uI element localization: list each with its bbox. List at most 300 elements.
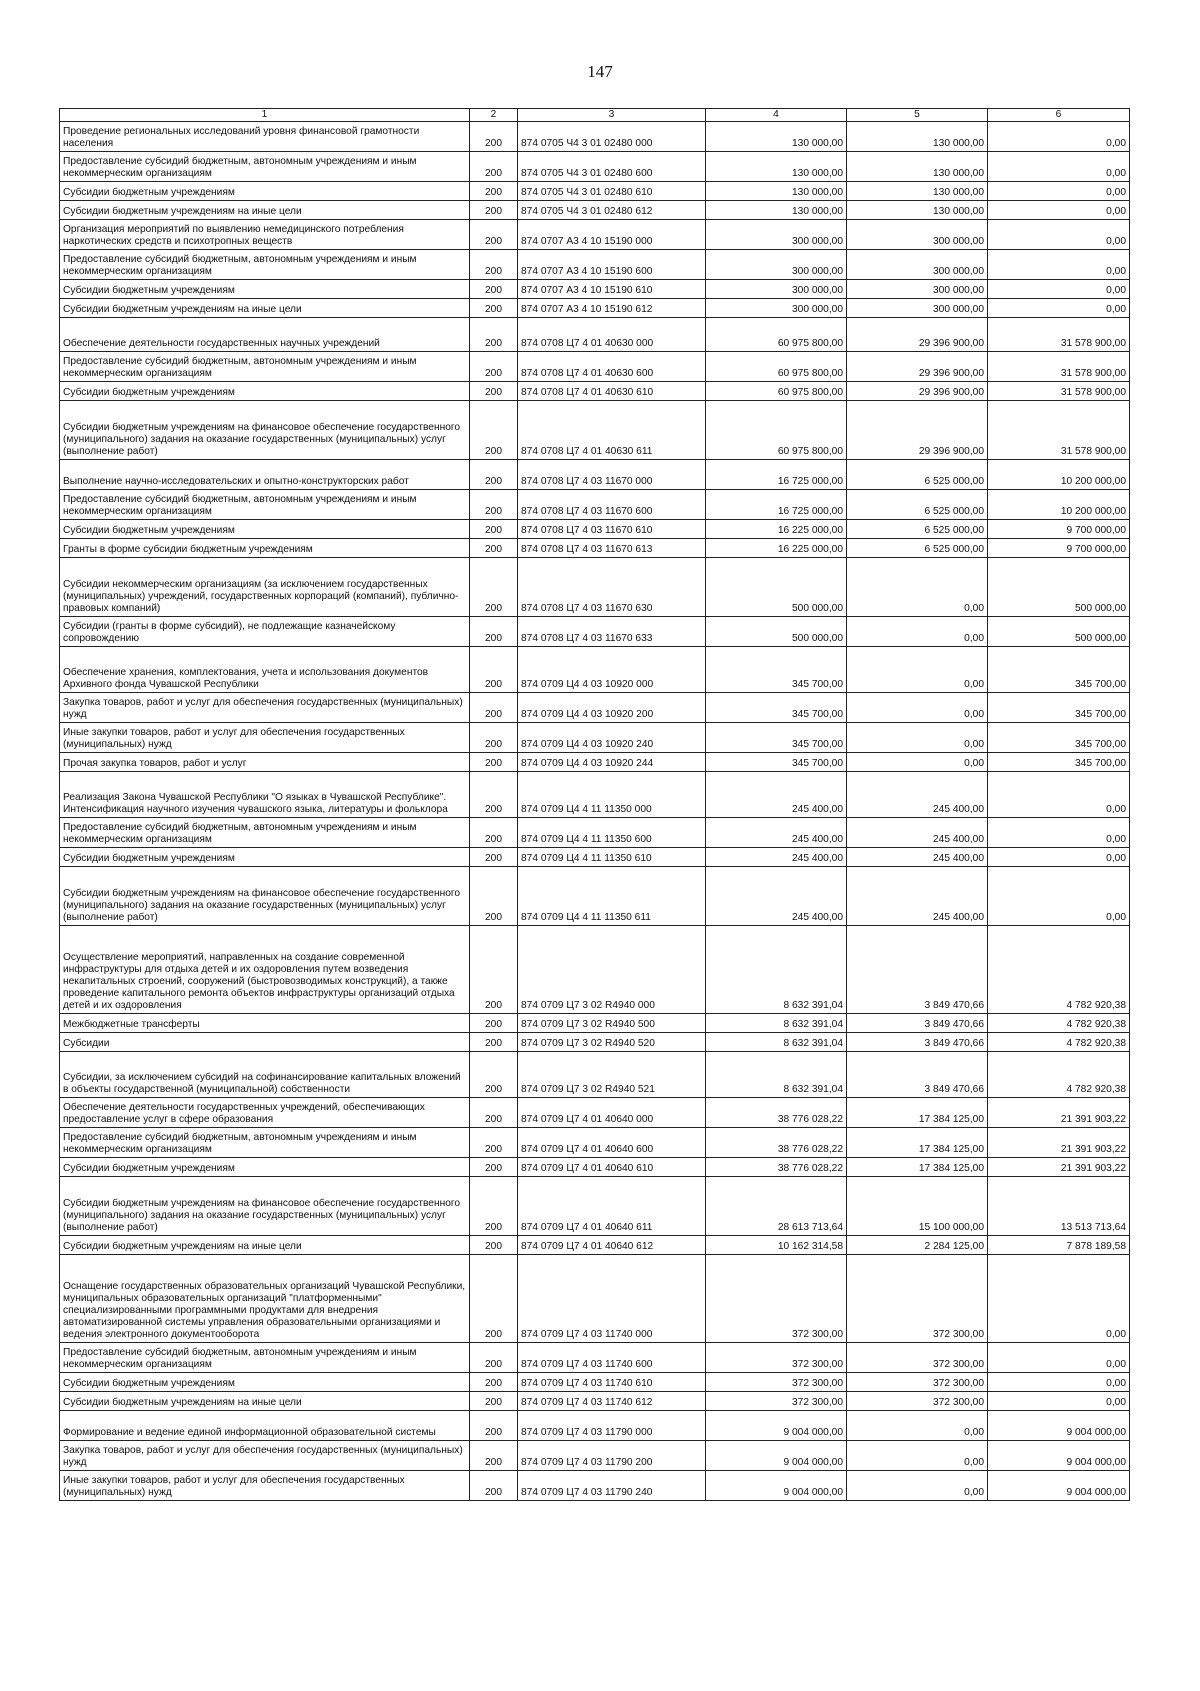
row-name: Осуществление мероприятий, направленных на создание современной инфраструктуры для отдыха детей и их оздоровления путем возведения некапитальных строений, сооружений (быстровозводимых конструкций), а также проведение капитального ремонта объектов инфраструктуры организаций отдыха детей и их оздоровления — [60, 926, 470, 1014]
row-name: Прочая закупка товаров, работ и услуг — [60, 753, 470, 772]
row-amount-col6: 31 578 900,00 — [988, 352, 1130, 382]
row-amount-total: 28 613 713,64 — [706, 1177, 847, 1236]
table-row — [60, 1343, 1130, 1373]
row-code: 200 — [470, 122, 518, 152]
row-amount-col6: 0,00 — [988, 867, 1130, 926]
row-name: Закупка товаров, работ и услуг для обеспечения государственных (муниципальных) нужд — [60, 1441, 470, 1471]
row-amount-col5: 0,00 — [847, 647, 988, 693]
row-amount-col6: 0,00 — [988, 772, 1130, 818]
row-name: Субсидии бюджетным учреждениям — [60, 1373, 470, 1392]
row-amount-col6: 4 782 920,38 — [988, 1014, 1130, 1033]
budget-table — [59, 108, 1130, 1501]
row-amount-col5: 300 000,00 — [847, 250, 988, 280]
row-amount-col6: 0,00 — [988, 122, 1130, 152]
row-name: Субсидии бюджетным учреждениям на иные цели — [60, 1236, 470, 1255]
row-amount-col5: 3 849 470,66 — [847, 926, 988, 1014]
row-amount-col5: 17 384 125,00 — [847, 1158, 988, 1177]
row-amount-col6: 10 200 000,00 — [988, 460, 1130, 490]
row-amount-total: 9 004 000,00 — [706, 1471, 847, 1501]
row-name: Предоставление субсидий бюджетным, автономным учреждениям и иным некоммерческим организациям — [60, 818, 470, 848]
table-row — [60, 122, 1130, 152]
row-amount-col6: 0,00 — [988, 848, 1130, 867]
row-name: Субсидии бюджетным учреждениям на иные цели — [60, 201, 470, 220]
row-kbk: 874 0709 Ц4 4 11 11350 611 — [518, 867, 706, 926]
row-amount-total: 372 300,00 — [706, 1343, 847, 1373]
row-name: Формирование и ведение единой информационной образовательной системы — [60, 1411, 470, 1441]
row-kbk: 874 0709 Ц4 4 11 11350 000 — [518, 772, 706, 818]
row-amount-total: 16 225 000,00 — [706, 539, 847, 558]
row-amount-total: 345 700,00 — [706, 693, 847, 723]
table-row — [60, 520, 1130, 539]
row-amount-total: 60 975 800,00 — [706, 382, 847, 401]
row-amount-col6: 0,00 — [988, 1255, 1130, 1343]
row-name: Иные закупки товаров, работ и услуг для обеспечения государственных (муниципальных) нужд — [60, 1471, 470, 1501]
row-code: 200 — [470, 299, 518, 318]
column-header: 2 — [470, 109, 518, 122]
table-row — [60, 1177, 1130, 1236]
row-code: 200 — [470, 1158, 518, 1177]
row-amount-total: 38 776 028,22 — [706, 1158, 847, 1177]
row-amount-col5: 3 849 470,66 — [847, 1014, 988, 1033]
row-amount-total: 16 725 000,00 — [706, 490, 847, 520]
row-amount-col6: 345 700,00 — [988, 753, 1130, 772]
row-name: Закупка товаров, работ и услуг для обеспечения государственных (муниципальных) нужд — [60, 693, 470, 723]
table-row — [60, 401, 1130, 460]
row-amount-col6: 9 700 000,00 — [988, 539, 1130, 558]
row-name: Субсидии бюджетным учреждениям на иные цели — [60, 1392, 470, 1411]
row-amount-total: 245 400,00 — [706, 772, 847, 818]
row-amount-total: 245 400,00 — [706, 867, 847, 926]
row-name: Гранты в форме субсидии бюджетным учреждениям — [60, 539, 470, 558]
row-amount-col5: 0,00 — [847, 693, 988, 723]
table-row — [60, 318, 1130, 352]
row-code: 200 — [470, 647, 518, 693]
row-kbk: 874 0709 Ц7 4 03 11740 610 — [518, 1373, 706, 1392]
row-kbk: 874 0709 Ц4 4 11 11350 600 — [518, 818, 706, 848]
row-kbk: 874 0709 Ц7 3 02 R4940 000 — [518, 926, 706, 1014]
row-name: Обеспечение деятельности государственных учреждений, обеспечивающих предоставление услуг в сфере образования — [60, 1098, 470, 1128]
row-code: 200 — [470, 1236, 518, 1255]
row-kbk: 874 0709 Ц7 4 01 40640 611 — [518, 1177, 706, 1236]
row-amount-total: 8 632 391,04 — [706, 1033, 847, 1052]
row-amount-total: 300 000,00 — [706, 280, 847, 299]
row-kbk: 874 0707 А3 4 10 15190 610 — [518, 280, 706, 299]
row-name: Субсидии — [60, 1033, 470, 1052]
row-name: Оснащение государственных образовательных организаций Чувашской Республики, муниципальных образовательных организаций "платформенными" специализированными программными продуктами для внедрения автоматизированной системы управления образовательными организациями и ведения электронного документооборота — [60, 1255, 470, 1343]
row-amount-total: 38 776 028,22 — [706, 1128, 847, 1158]
row-amount-col6: 0,00 — [988, 1392, 1130, 1411]
row-name: Субсидии бюджетным учреждениям — [60, 520, 470, 539]
row-amount-total: 130 000,00 — [706, 122, 847, 152]
row-amount-col6: 0,00 — [988, 152, 1130, 182]
row-name: Субсидии бюджетным учреждениям — [60, 182, 470, 201]
row-amount-col6: 9 004 000,00 — [988, 1441, 1130, 1471]
table-row — [60, 460, 1130, 490]
row-amount-col6: 0,00 — [988, 818, 1130, 848]
row-amount-col5: 0,00 — [847, 558, 988, 617]
row-name: Иные закупки товаров, работ и услуг для обеспечения государственных (муниципальных) нужд — [60, 723, 470, 753]
row-amount-col6: 0,00 — [988, 299, 1130, 318]
table-row — [60, 723, 1130, 753]
row-name: Субсидии бюджетным учреждениям — [60, 382, 470, 401]
row-amount-col5: 0,00 — [847, 753, 988, 772]
row-amount-col6: 345 700,00 — [988, 693, 1130, 723]
row-kbk: 874 0709 Ц7 4 03 11790 000 — [518, 1411, 706, 1441]
column-header: 4 — [706, 109, 847, 122]
page-number: 147 — [587, 62, 613, 81]
row-amount-col5: 0,00 — [847, 617, 988, 647]
row-code: 200 — [470, 723, 518, 753]
table-row — [60, 152, 1130, 182]
row-amount-col6: 4 782 920,38 — [988, 1052, 1130, 1098]
table-row — [60, 1098, 1130, 1128]
table-row — [60, 818, 1130, 848]
row-amount-col6: 4 782 920,38 — [988, 1033, 1130, 1052]
row-kbk: 874 0708 Ц7 4 01 40630 610 — [518, 382, 706, 401]
table-row — [60, 1411, 1130, 1441]
row-code: 200 — [470, 152, 518, 182]
row-amount-col6: 4 782 920,38 — [988, 926, 1130, 1014]
row-amount-col6: 31 578 900,00 — [988, 401, 1130, 460]
row-kbk: 874 0708 Ц7 4 03 11670 613 — [518, 539, 706, 558]
row-code: 200 — [470, 1255, 518, 1343]
column-header: 6 — [988, 109, 1130, 122]
row-code: 200 — [470, 250, 518, 280]
row-kbk: 874 0709 Ц4 4 03 10920 244 — [518, 753, 706, 772]
row-code: 200 — [470, 1392, 518, 1411]
row-code: 200 — [470, 867, 518, 926]
row-code: 200 — [470, 1033, 518, 1052]
row-code: 200 — [470, 352, 518, 382]
row-amount-total: 372 300,00 — [706, 1392, 847, 1411]
row-amount-col5: 372 300,00 — [847, 1255, 988, 1343]
row-code: 200 — [470, 558, 518, 617]
row-kbk: 874 0705 Ч4 3 01 02480 000 — [518, 122, 706, 152]
row-code: 200 — [470, 460, 518, 490]
row-code: 200 — [470, 201, 518, 220]
row-amount-col6: 0,00 — [988, 201, 1130, 220]
row-name: Обеспечение деятельности государственных научных учреждений — [60, 318, 470, 352]
row-code: 200 — [470, 772, 518, 818]
row-kbk: 874 0705 Ч4 3 01 02480 612 — [518, 201, 706, 220]
table-row — [60, 490, 1130, 520]
row-code: 200 — [470, 539, 518, 558]
row-amount-col6: 0,00 — [988, 250, 1130, 280]
row-code: 200 — [470, 848, 518, 867]
row-kbk: 874 0709 Ц7 4 01 40640 610 — [518, 1158, 706, 1177]
row-amount-total: 130 000,00 — [706, 152, 847, 182]
row-amount-col5: 300 000,00 — [847, 299, 988, 318]
row-amount-total: 16 225 000,00 — [706, 520, 847, 539]
row-kbk: 874 0707 А3 4 10 15190 600 — [518, 250, 706, 280]
row-code: 200 — [470, 318, 518, 352]
table-row — [60, 1128, 1130, 1158]
row-amount-col6: 0,00 — [988, 182, 1130, 201]
table-row — [60, 382, 1130, 401]
row-amount-col5: 0,00 — [847, 723, 988, 753]
row-amount-col6: 31 578 900,00 — [988, 382, 1130, 401]
row-amount-total: 345 700,00 — [706, 753, 847, 772]
row-kbk: 874 0707 А3 4 10 15190 000 — [518, 220, 706, 250]
row-amount-col5: 300 000,00 — [847, 280, 988, 299]
table-row — [60, 693, 1130, 723]
row-kbk: 874 0708 Ц7 4 03 11670 600 — [518, 490, 706, 520]
row-kbk: 874 0709 Ц4 4 03 10920 000 — [518, 647, 706, 693]
row-amount-col5: 3 849 470,66 — [847, 1033, 988, 1052]
row-amount-col5: 29 396 900,00 — [847, 382, 988, 401]
row-amount-col5: 0,00 — [847, 1411, 988, 1441]
row-name: Субсидии бюджетным учреждениям на финансовое обеспечение государственного (муниципального) задания на оказание государственных (муниципальных) услуг (выполнение работ) — [60, 1177, 470, 1236]
row-amount-col5: 29 396 900,00 — [847, 401, 988, 460]
row-code: 200 — [470, 1052, 518, 1098]
row-code: 200 — [470, 1098, 518, 1128]
row-amount-total: 60 975 800,00 — [706, 352, 847, 382]
table-row — [60, 182, 1130, 201]
row-amount-total: 38 776 028,22 — [706, 1098, 847, 1128]
row-kbk: 874 0709 Ц7 4 01 40640 000 — [518, 1098, 706, 1128]
row-name: Субсидии бюджетным учреждениям — [60, 280, 470, 299]
row-amount-col6: 7 878 189,58 — [988, 1236, 1130, 1255]
column-header: 5 — [847, 109, 988, 122]
row-code: 200 — [470, 1471, 518, 1501]
row-name: Предоставление субсидий бюджетным, автономным учреждениям и иным некоммерческим организациям — [60, 490, 470, 520]
row-amount-total: 130 000,00 — [706, 182, 847, 201]
table-row — [60, 1392, 1130, 1411]
row-code: 200 — [470, 1373, 518, 1392]
row-amount-total: 60 975 800,00 — [706, 318, 847, 352]
row-kbk: 874 0709 Ц7 4 03 11740 600 — [518, 1343, 706, 1373]
row-amount-col6: 31 578 900,00 — [988, 318, 1130, 352]
row-kbk: 874 0708 Ц7 4 03 11670 000 — [518, 460, 706, 490]
row-kbk: 874 0709 Ц4 4 03 10920 240 — [518, 723, 706, 753]
row-name: Предоставление субсидий бюджетным, автономным учреждениям и иным некоммерческим организациям — [60, 352, 470, 382]
table-row — [60, 558, 1130, 617]
table-row — [60, 539, 1130, 558]
row-amount-col5: 372 300,00 — [847, 1343, 988, 1373]
column-header: 1 — [60, 109, 470, 122]
table-row — [60, 1441, 1130, 1471]
row-amount-col6: 13 513 713,64 — [988, 1177, 1130, 1236]
row-amount-col5: 3 849 470,66 — [847, 1052, 988, 1098]
row-amount-total: 500 000,00 — [706, 617, 847, 647]
row-kbk: 874 0709 Ц7 4 03 11740 000 — [518, 1255, 706, 1343]
row-amount-col5: 0,00 — [847, 1471, 988, 1501]
row-amount-col5: 6 525 000,00 — [847, 520, 988, 539]
row-code: 200 — [470, 1128, 518, 1158]
row-kbk: 874 0709 Ц7 4 01 40640 600 — [518, 1128, 706, 1158]
row-code: 200 — [470, 382, 518, 401]
row-code: 200 — [470, 1343, 518, 1373]
row-amount-col6: 9 004 000,00 — [988, 1411, 1130, 1441]
row-amount-col6: 500 000,00 — [988, 558, 1130, 617]
row-kbk: 874 0709 Ц7 4 03 11740 612 — [518, 1392, 706, 1411]
row-amount-col6: 345 700,00 — [988, 723, 1130, 753]
table-row — [60, 1255, 1130, 1343]
row-name: Субсидии, за исключением субсидий на софинансирование капитальных вложений в объекты государственной (муниципальной) собственности — [60, 1052, 470, 1098]
row-amount-col6: 0,00 — [988, 1373, 1130, 1392]
row-name: Субсидии бюджетным учреждениям — [60, 848, 470, 867]
row-kbk: 874 0705 Ч4 3 01 02480 600 — [518, 152, 706, 182]
row-kbk: 874 0709 Ц7 4 03 11790 200 — [518, 1441, 706, 1471]
row-amount-col5: 2 284 125,00 — [847, 1236, 988, 1255]
row-amount-col5: 372 300,00 — [847, 1373, 988, 1392]
row-amount-total: 10 162 314,58 — [706, 1236, 847, 1255]
row-amount-col5: 245 400,00 — [847, 848, 988, 867]
row-amount-total: 60 975 800,00 — [706, 401, 847, 460]
row-kbk: 874 0709 Ц7 4 03 11790 240 — [518, 1471, 706, 1501]
row-amount-col5: 6 525 000,00 — [847, 490, 988, 520]
table-row — [60, 926, 1130, 1014]
row-amount-col5: 6 525 000,00 — [847, 539, 988, 558]
row-name: Субсидии бюджетным учреждениям на финансовое обеспечение государственного (муниципального) задания на оказание государственных (муниципальных) услуг (выполнение работ) — [60, 401, 470, 460]
row-name: Субсидии некоммерческим организациям (за исключением государственных (муниципальных) учреждений, государственных корпораций (компаний), публично-правовых компаний) — [60, 558, 470, 617]
table-row — [60, 352, 1130, 382]
row-amount-col6: 21 391 903,22 — [988, 1128, 1130, 1158]
row-code: 200 — [470, 520, 518, 539]
row-amount-col5: 130 000,00 — [847, 122, 988, 152]
row-code: 200 — [470, 220, 518, 250]
row-code: 200 — [470, 1177, 518, 1236]
row-amount-col5: 372 300,00 — [847, 1392, 988, 1411]
row-amount-total: 245 400,00 — [706, 848, 847, 867]
row-amount-col5: 300 000,00 — [847, 220, 988, 250]
row-code: 200 — [470, 490, 518, 520]
row-kbk: 874 0709 Ц7 3 02 R4940 521 — [518, 1052, 706, 1098]
row-kbk: 874 0707 А3 4 10 15190 612 — [518, 299, 706, 318]
row-name: Организация мероприятий по выявлению немедицинского потребления наркотических средств и психотропных веществ — [60, 220, 470, 250]
row-amount-col6: 345 700,00 — [988, 647, 1130, 693]
row-amount-col6: 0,00 — [988, 1343, 1130, 1373]
row-amount-col5: 130 000,00 — [847, 182, 988, 201]
row-name: Субсидии бюджетным учреждениям на финансовое обеспечение государственного (муниципального) задания на оказание государственных (муниципальных) услуг (выполнение работ) — [60, 867, 470, 926]
row-kbk: 874 0708 Ц7 4 01 40630 611 — [518, 401, 706, 460]
row-amount-col5: 245 400,00 — [847, 772, 988, 818]
row-code: 200 — [470, 1441, 518, 1471]
table-row — [60, 1158, 1130, 1177]
row-code: 200 — [470, 1411, 518, 1441]
row-amount-col5: 0,00 — [847, 1441, 988, 1471]
row-name: Выполнение научно-исследовательских и опытно-конструкторских работ — [60, 460, 470, 490]
column-number-row — [60, 109, 1130, 122]
row-kbk: 874 0708 Ц7 4 01 40630 000 — [518, 318, 706, 352]
table-row — [60, 848, 1130, 867]
table-row — [60, 753, 1130, 772]
row-amount-total: 500 000,00 — [706, 558, 847, 617]
table-row — [60, 1033, 1130, 1052]
row-amount-col5: 6 525 000,00 — [847, 460, 988, 490]
row-amount-col6: 9 004 000,00 — [988, 1471, 1130, 1501]
row-name: Проведение региональных исследований уровня финансовой грамотности населения — [60, 122, 470, 152]
row-code: 200 — [470, 280, 518, 299]
row-code: 200 — [470, 182, 518, 201]
row-amount-total: 300 000,00 — [706, 250, 847, 280]
table-row — [60, 1471, 1130, 1501]
row-name: Предоставление субсидий бюджетным, автономным учреждениям и иным некоммерческим организациям — [60, 250, 470, 280]
table-row — [60, 867, 1130, 926]
table-row — [60, 772, 1130, 818]
row-kbk: 874 0708 Ц7 4 03 11670 633 — [518, 617, 706, 647]
row-name: Межбюджетные трансферты — [60, 1014, 470, 1033]
row-amount-total: 372 300,00 — [706, 1255, 847, 1343]
row-amount-col5: 245 400,00 — [847, 867, 988, 926]
table-row — [60, 280, 1130, 299]
row-name: Субсидии бюджетным учреждениям — [60, 1158, 470, 1177]
row-amount-total: 300 000,00 — [706, 299, 847, 318]
table-row — [60, 250, 1130, 280]
row-amount-col5: 15 100 000,00 — [847, 1177, 988, 1236]
row-amount-col6: 21 391 903,22 — [988, 1158, 1130, 1177]
row-amount-total: 345 700,00 — [706, 647, 847, 693]
row-name: Реализация Закона Чувашской Республики "О языках в Чувашской Республике". Интенсификация научного изучения чувашского языка, литературы и фольклора — [60, 772, 470, 818]
row-code: 200 — [470, 693, 518, 723]
row-name: Предоставление субсидий бюджетным, автономным учреждениям и иным некоммерческим организациям — [60, 152, 470, 182]
table-row — [60, 1373, 1130, 1392]
row-amount-col6: 9 700 000,00 — [988, 520, 1130, 539]
row-amount-col6: 21 391 903,22 — [988, 1098, 1130, 1128]
row-amount-total: 16 725 000,00 — [706, 460, 847, 490]
table-row — [60, 1052, 1130, 1098]
row-kbk: 874 0708 Ц7 4 01 40630 600 — [518, 352, 706, 382]
row-amount-total: 8 632 391,04 — [706, 1052, 847, 1098]
row-amount-total: 8 632 391,04 — [706, 1014, 847, 1033]
row-amount-total: 345 700,00 — [706, 723, 847, 753]
table-row — [60, 647, 1130, 693]
row-kbk: 874 0709 Ц7 3 02 R4940 500 — [518, 1014, 706, 1033]
row-name: Обеспечение хранения, комплектования, учета и использования документов Архивного фонда Чувашской Республики — [60, 647, 470, 693]
row-amount-col5: 29 396 900,00 — [847, 352, 988, 382]
table-row — [60, 299, 1130, 318]
row-amount-col5: 17 384 125,00 — [847, 1128, 988, 1158]
row-amount-col6: 10 200 000,00 — [988, 490, 1130, 520]
row-amount-total: 130 000,00 — [706, 201, 847, 220]
table-row — [60, 220, 1130, 250]
row-code: 200 — [470, 1014, 518, 1033]
row-kbk: 874 0708 Ц7 4 03 11670 610 — [518, 520, 706, 539]
table-row — [60, 1014, 1130, 1033]
row-name: Предоставление субсидий бюджетным, автономным учреждениям и иным некоммерческим организациям — [60, 1343, 470, 1373]
table-row — [60, 617, 1130, 647]
row-kbk: 874 0709 Ц4 4 03 10920 200 — [518, 693, 706, 723]
row-code: 200 — [470, 926, 518, 1014]
row-amount-total: 372 300,00 — [706, 1373, 847, 1392]
row-amount-col5: 130 000,00 — [847, 201, 988, 220]
row-amount-total: 9 004 000,00 — [706, 1411, 847, 1441]
row-amount-col5: 130 000,00 — [847, 152, 988, 182]
row-amount-col5: 17 384 125,00 — [847, 1098, 988, 1128]
table-row — [60, 201, 1130, 220]
row-amount-total: 300 000,00 — [706, 220, 847, 250]
row-code: 200 — [470, 617, 518, 647]
row-kbk: 874 0709 Ц7 4 01 40640 612 — [518, 1236, 706, 1255]
row-amount-col5: 245 400,00 — [847, 818, 988, 848]
row-amount-col6: 0,00 — [988, 280, 1130, 299]
row-name: Субсидии (гранты в форме субсидий), не подлежащие казначейскому сопровождению — [60, 617, 470, 647]
row-amount-col5: 29 396 900,00 — [847, 318, 988, 352]
row-amount-col6: 500 000,00 — [988, 617, 1130, 647]
row-amount-total: 9 004 000,00 — [706, 1441, 847, 1471]
row-name: Субсидии бюджетным учреждениям на иные цели — [60, 299, 470, 318]
row-kbk: 874 0708 Ц7 4 03 11670 630 — [518, 558, 706, 617]
row-amount-col6: 0,00 — [988, 220, 1130, 250]
row-amount-total: 245 400,00 — [706, 818, 847, 848]
row-amount-total: 8 632 391,04 — [706, 926, 847, 1014]
row-code: 200 — [470, 818, 518, 848]
row-code: 200 — [470, 753, 518, 772]
row-code: 200 — [470, 401, 518, 460]
column-header: 3 — [518, 109, 706, 122]
row-kbk: 874 0709 Ц4 4 11 11350 610 — [518, 848, 706, 867]
row-kbk: 874 0705 Ч4 3 01 02480 610 — [518, 182, 706, 201]
